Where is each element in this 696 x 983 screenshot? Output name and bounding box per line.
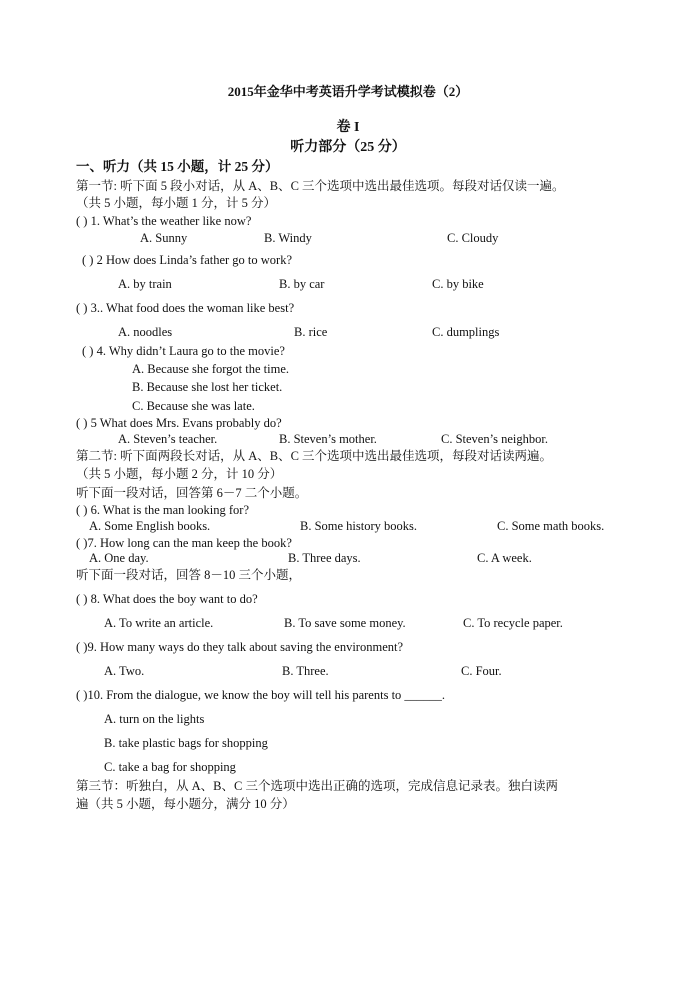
q5-option-c: C. Steven’s neighbor. [441, 432, 548, 446]
q5-option-b: B. Steven’s mother. [279, 432, 377, 446]
q10-option-a: A. turn on the lights [104, 712, 205, 726]
q6-option-a: A. Some English books. [89, 519, 211, 533]
q10-option-c: C. take a bag for shopping [104, 760, 236, 774]
q2-option-b: B. by car [279, 277, 325, 291]
q1-option-a: A. Sunny [140, 231, 188, 245]
section2-instruction: 第二节: 听下面两段长对话，从 A、B、C 三个选项中选出最佳选项，每段对话读两遍。 [76, 449, 553, 463]
q4-option-b: B. Because she lost her ticket. [132, 380, 283, 394]
question-9: ( )9. How many ways do they talk about saving the environment? [76, 640, 404, 654]
q3-option-a: A. noodles [118, 325, 173, 339]
q5-option-a: A. Steven’s teacher. [118, 432, 218, 446]
section3-instruction: 第三节：听独白，从 A、B、C 三个选项中选出正确的选项，完成信息记录表。独白读两 [76, 779, 558, 793]
part-heading: 听力部分（25 分） [290, 140, 406, 155]
q7-option-a: A. One day. [89, 551, 149, 565]
question-3: ( ) 3.. What food does the woman like best? [76, 301, 295, 315]
q2-option-a: A. by train [118, 277, 172, 291]
exam-title: 2015年金华中考英语升学考试模拟卷（2） [227, 84, 469, 99]
q2-option-c: C. by bike [432, 277, 484, 291]
question-7: ( )7. How long can the man keep the book? [76, 536, 292, 550]
q7-option-b: B. Three days. [288, 551, 361, 565]
question-6: ( ) 6. What is the man looking for? [76, 503, 249, 517]
question-4: ( ) 4. Why didn’t Laura go to the movie? [82, 344, 285, 358]
question-2: ( ) 2 How does Linda’s father go to work? [82, 253, 293, 267]
section3-instruction-2: 遍（共 5 小题，每小题分，满分 10 分） [76, 797, 295, 811]
section1-instruction: 第一节: 听下面 5 段小对话，从 A、B、C 三个选项中选出最佳选项。每段对话仅读一遍。 [76, 179, 565, 193]
section1-heading: 一、听力（共 15 小题，计 25 分） [76, 159, 279, 174]
q8-option-a: A. To write an article. [104, 616, 214, 630]
q10-option-b: B. take plastic bags for shopping [104, 736, 268, 750]
q3-option-b: B. rice [294, 325, 328, 339]
q8-option-b: B. To save some money. [284, 616, 406, 630]
q6-option-b: B. Some history books. [300, 519, 418, 533]
section2-group1: 听下面一段对话，回答第 6－7 二个小题。 [76, 486, 308, 500]
q1-option-c: C. Cloudy [447, 231, 499, 245]
question-1: ( ) 1. What’s the weather like now? [76, 214, 252, 228]
q9-option-a: A. Two. [104, 664, 145, 678]
q8-option-c: C. To recycle paper. [463, 616, 563, 630]
q7-option-c: C. A week. [477, 551, 532, 565]
question-10: ( )10. From the dialogue, we know the boy will tell his parents to ______. [76, 688, 446, 702]
q9-option-c: C. Four. [461, 664, 502, 678]
question-5: ( ) 5 What does Mrs. Evans probably do? [76, 416, 282, 430]
q9-option-b: B. Three. [282, 664, 329, 678]
q1-option-b: B. Windy [264, 231, 312, 245]
section2-instruction-2: （共 5 小题，每小题 2 分，计 10 分） [76, 467, 283, 481]
section1-instruction-2: （共 5 小题，每小题 1 分，计 5 分） [76, 196, 277, 210]
q4-option-c: C. Because she was late. [132, 399, 255, 413]
volume-heading: 卷 I [336, 120, 360, 135]
q3-option-c: C. dumplings [432, 325, 500, 339]
q6-option-c: C. Some math books. [497, 519, 605, 533]
q4-option-a: A. Because she forgot the time. [132, 362, 290, 376]
question-8: ( ) 8. What does the boy want to do? [76, 592, 258, 606]
section2-group2: 听下面一段对话，回答 8－10 三个小题， [76, 568, 302, 582]
